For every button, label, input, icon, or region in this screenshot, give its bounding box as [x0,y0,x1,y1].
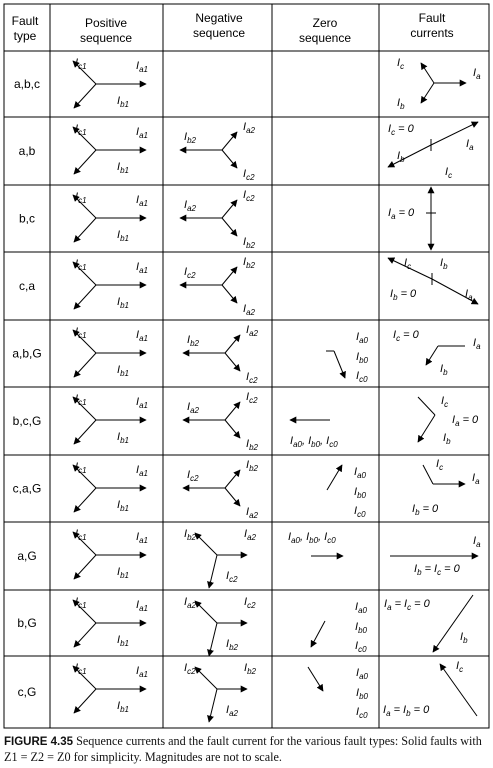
phasor-label: $I_a$ [473,337,481,351]
phasor-label: $I_a$ [473,67,481,81]
phasor-label: $I_{b1}$ [117,499,129,513]
neg-down-arrow [209,689,217,722]
neg-up-arrow [222,200,237,218]
neg-up-arrow [225,470,240,488]
figure-caption [4,734,490,765]
neg-down-arrow [222,285,237,303]
phasor-label: $I_{c0}$ [355,640,367,654]
phasor-label: $I_{a0}$, $I_{b0}$, $I_{c0}$ [290,435,338,449]
phasor-label: $I_c$ [441,395,449,409]
phasor-label: $I_{c2}$ [226,570,238,584]
phasor-label: $I_b = 0$ [390,288,417,302]
phasor-label: $I_{c0}$ [356,370,368,384]
phasor-label: $I_{c1}$ [75,461,87,475]
zero-arrow [327,465,342,490]
table-grid [4,4,489,728]
phasor-label: $I_{c1}$ [75,191,87,205]
phasor-label: $I_{b1}$ [117,566,129,580]
row-label: c,a [18,279,36,293]
phasor-label: $I_{a1}$ [136,126,148,140]
phasor-label: $I_{b2}$ [184,528,196,542]
phasor-label: $I_{c1}$ [75,326,87,340]
phasor-label: $I_{b1}$ [117,95,129,109]
phasor-label: $I_{b2}$ [246,438,258,452]
phasor-label: $I_{a2}$ [246,324,258,338]
ib-arrow [388,145,431,167]
phasor-label: $I_{b1}$ [117,296,129,310]
phasor-label: $I_{b2}$ [244,662,256,676]
phasor-label: $I_{a2}$ [187,401,199,415]
phasor-label: $I_{b1}$ [117,364,129,378]
neg-down-arrow [209,555,217,588]
phasor-label: $I_{a2}$ [184,199,196,213]
header-fault-currents-2: currents [410,26,454,40]
phasor-label: $I_{a2}$ [226,704,238,718]
phasor-label: $I_b$ [397,97,405,111]
header-positive-1: Positive [84,16,128,30]
phasor-label: $I_b$ [440,257,448,271]
phasor-label: $I_a = I_b = 0$ [383,704,430,718]
phasor-label: $I_{a0}$, $I_{b0}$, $I_{c0}$ [288,531,336,545]
phasor-label: $I_a$ [473,535,481,549]
ib1-arrow [74,150,96,174]
row-label: c,a,G [12,481,42,496]
phasor-label: $I_{b1}$ [117,229,129,243]
phasor-label: $I_c = 0$ [393,329,419,343]
phasor-label: $I_{a0}$ [354,466,366,480]
ib1-arrow [74,488,96,512]
ic-line [418,397,435,415]
phasor-label: $I_{a1}$ [136,60,148,74]
ib-arrow [418,415,435,442]
phasor-label: $I_{b0}$ [356,351,368,365]
phasor-label: $I_{a1}$ [136,665,148,679]
header-positive-2: sequence [79,31,133,45]
phasor-label: $I_{c2}$ [184,266,196,280]
phasor-label: $I_{a1}$ [136,396,148,410]
phasor-label: $I_b$ [443,432,451,446]
phasor-label: $I_{a0}$ [356,667,368,681]
row-label: a,b,c [13,77,41,91]
ib1-arrow [74,353,96,377]
phasor-label: $I_{c1}$ [75,528,87,542]
caption-label: FIGURE 4.35 [4,736,74,748]
neg-down-arrow [209,623,217,656]
phasor-label: $I_{c0}$ [354,505,366,519]
ic-line [423,465,433,484]
row-label: b,c,G [12,414,42,428]
phasor-label: $I_b$ [440,363,448,377]
phasor-label: $I_{b0}$ [356,687,368,701]
phasor-labels [75,57,481,720]
phasor-label: $I_a = 0$ [388,207,415,221]
phasor-label: $I_{a1}$ [136,464,148,478]
ia-arrow [431,122,478,145]
phasor-label: $I_{a2}$ [184,596,196,610]
phasor-label: $I_{b0}$ [354,486,366,500]
phasor-label: $I_{c2}$ [246,391,258,405]
ib1-arrow [74,420,96,444]
header-negative-1: Negative [195,11,243,25]
neg-upleft-arrow [195,601,217,623]
neg-upleft-arrow [195,533,217,555]
header-fault-currents-1: Fault [418,11,446,25]
row-label: a,G [17,549,37,563]
zero-arrow [308,667,323,691]
phasor-label: $I_{a0}$ [356,331,368,345]
row-labels [12,77,41,699]
phasor-label: $I_{c1}$ [75,123,87,137]
neg-down-arrow [225,488,240,506]
ib1-arrow [74,218,96,242]
zero-arrow [334,351,345,378]
ib1-arrow [74,555,96,579]
ib1-arrow [74,285,96,309]
phasor-label: $I_{c0}$ [356,706,368,720]
neg-up-arrow [222,267,237,285]
phasor-label: $I_a$ [466,138,474,152]
phasor-label: $I_{c2}$ [246,371,258,385]
phasor-label: $I_{b0}$ [355,621,367,635]
phasor-label: $I_{a1}$ [136,194,148,208]
phasor-label: $I_a = I_c = 0$ [384,598,430,612]
row-label: b,c [18,211,36,226]
ic-arrow [421,63,434,83]
phasor-label: $I_c$ [397,57,405,71]
neg-up-arrow [225,335,240,353]
phasor-label: $I_{a1}$ [136,531,148,545]
ib-arrow [421,83,434,103]
phasor-label: $I_{b2}$ [184,131,196,145]
phasor-label: $I_{b2}$ [243,256,255,270]
phasor-label: $I_{a0}$ [355,601,367,615]
neg-up-arrow [225,402,240,420]
phasor-label: $I_{a1}$ [136,329,148,343]
ib1-arrow [74,689,96,713]
phasor-label: $I_b$ [460,631,468,645]
phasor-label: $I_{c1}$ [75,596,87,610]
column-headers [12,11,454,45]
phasor-label: $I_{b1}$ [117,634,129,648]
row-label: a,b [18,144,36,158]
phasor-label: $I_{a2}$ [244,528,256,542]
phasor-label: $I_{b1}$ [117,161,129,175]
phasor-label: $I_{b2}$ [226,638,238,652]
ib1-arrow [74,84,96,108]
neg-upleft-arrow [195,667,217,689]
ib1-arrow [74,623,96,647]
phasor-label: $I_{a1}$ [136,261,148,275]
phasor-label: $I_{b1}$ [117,431,129,445]
phasor-label: $I_{b1}$ [117,700,129,714]
phasor-label: $I_{c2}$ [187,469,199,483]
row-label: a,b,G [12,346,42,361]
header-zero-1: Zero [312,16,338,30]
phasor-label: $I_a$ [472,472,480,486]
phasor-label: $I_c$ [456,660,464,674]
phasor-label: $I_{b2}$ [187,334,199,348]
header-fault-type-1: Fault [11,14,39,28]
phasor-label: $I_c$ [436,458,444,472]
header-fault-type-2: type [13,29,37,43]
phasor-diagrams [73,61,478,722]
phasor-label: $I_{b2}$ [246,459,258,473]
phasor-label: $I_{a1}$ [136,599,148,613]
phasor-label: $I_{a2}$ [246,506,258,520]
phasor-label: $I_{c1}$ [75,57,87,71]
row-label: c,G [17,685,37,699]
neg-down-arrow [225,353,240,371]
phasor-label: $I_b = I_c = 0$ [414,563,460,577]
table-border [4,4,489,728]
caption-text: Sequence currents and the fault current for the various fault types: Solid faults with Z1 = Z2 = Z0 for simplicity. Magnitudes are not to scale. [4,734,482,764]
header-negative-2: sequence [192,26,246,40]
phasor-label: $I_{c1}$ [75,662,87,676]
phasor-label: $I_b$ [397,150,405,164]
neg-up-arrow [222,132,237,150]
ia-arrow [426,346,438,365]
phasor-label: $I_{c2}$ [184,662,196,676]
phasor-label: $I_c = 0$ [388,123,414,137]
phasor-label: $I_{c2}$ [243,189,255,203]
neg-down-arrow [222,150,237,168]
phasor-label: $I_{a2}$ [243,303,255,317]
phasor-label: $I_c$ [404,257,412,271]
phasor-label: $I_{c2}$ [243,168,255,182]
header-zero-2: sequence [298,31,352,45]
phasor-label: $I_c$ [445,166,453,180]
phasor-label: $I_{c1}$ [75,393,87,407]
phasor-label: $I_a = 0$ [452,414,479,428]
phasor-label: $I_{a2}$ [243,121,255,135]
phasor-label: $I_a$ [465,288,473,302]
zero-arrow [311,621,325,647]
neg-down-arrow [222,218,237,236]
phasor-label: $I_{c2}$ [244,596,256,610]
neg-down-arrow [225,420,240,438]
phasor-label: $I_{b2}$ [243,236,255,250]
row-label: b,G [17,616,37,630]
phasor-label: $I_b = 0$ [412,503,439,517]
phasor-label: $I_{c1}$ [75,258,87,272]
